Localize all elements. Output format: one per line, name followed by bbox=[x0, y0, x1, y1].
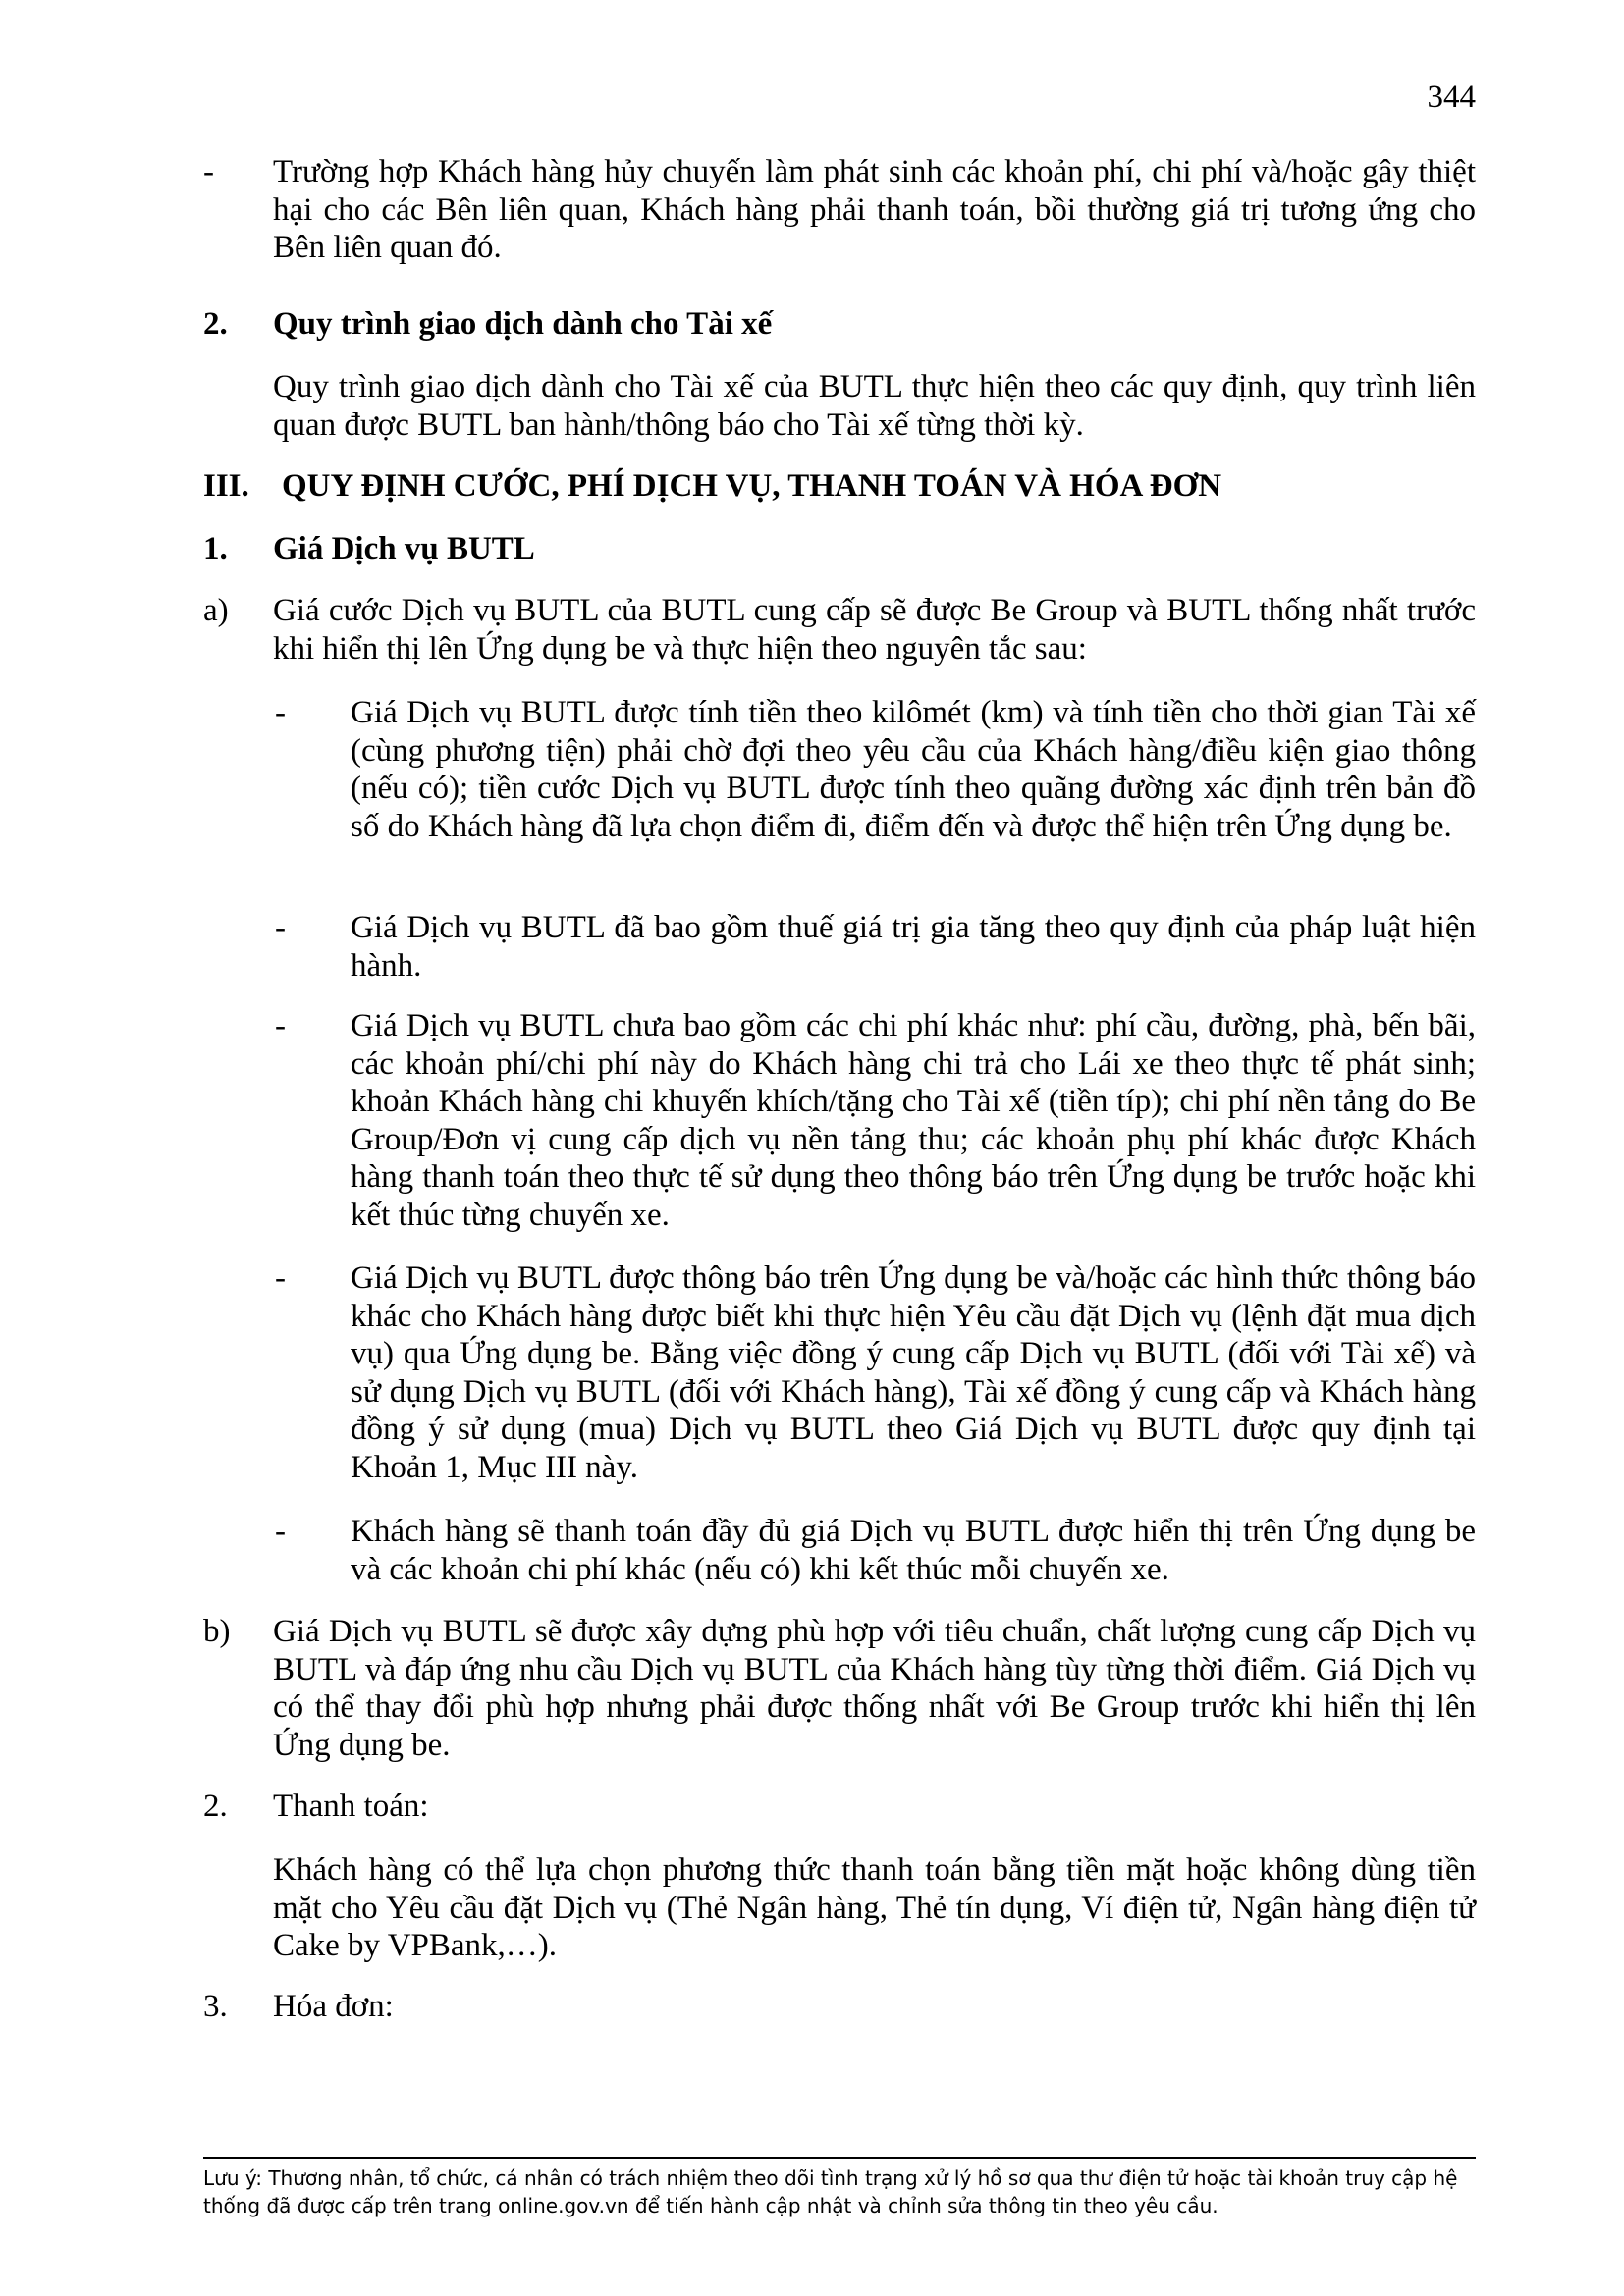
bullet-marker: - bbox=[275, 1008, 286, 1043]
footer-divider bbox=[203, 2157, 1476, 2159]
section-number: 3. bbox=[203, 1989, 228, 2024]
item-marker: a) bbox=[203, 593, 229, 628]
heading-text: Hóa đơn: bbox=[273, 1989, 394, 2024]
chapter-number: III. bbox=[203, 468, 249, 504]
section-number: 1. bbox=[203, 531, 228, 566]
paragraph: Quy trình giao dịch dành cho Tài xế của BUTL thực hiện theo các quy định, quy trình liên quan được BUTL ban hành/thông báo cho Tài xế từng thời kỳ. bbox=[273, 369, 1476, 443]
heading-text: Giá Dịch vụ BUTL bbox=[273, 531, 535, 566]
bullet-marker: - bbox=[275, 910, 286, 945]
heading-text: QUY ĐỊNH CƯỚC, PHÍ DỊCH VỤ, THANH TOÁN VÀ HÓA ĐƠN bbox=[282, 468, 1222, 504]
page-number: 344 bbox=[1427, 80, 1476, 115]
paragraph: Khách hàng sẽ thanh toán đầy đủ giá Dịch vụ BUTL được hiển thị trên Ứng dụng be và các khoản chi phí khác (nếu có) khi kết thúc mỗi chuyến xe. bbox=[351, 1514, 1476, 1587]
paragraph: Giá Dịch vụ BUTL được tính tiền theo kilômét (km) và tính tiền cho thời gian Tài xế (cùng phương tiện) phải chờ đợi theo yêu cầu của Khách hàng/điều kiện giao thông (nếu có); tiền cước Dịch vụ BUTL được tính theo quãng đường xác định trên bản đồ số do Khách hàng đã lựa chọn điểm đi, điểm đến và được thể hiện trên Ứng dụng be. bbox=[351, 695, 1476, 844]
section-number: 2. bbox=[203, 1789, 228, 1824]
paragraph: Giá cước Dịch vụ BUTL của BUTL cung cấp sẽ được Be Group và BUTL thống nhất trước khi hiển thị lên Ứng dụng be và thực hiện theo nguyên tắc sau: bbox=[273, 593, 1476, 667]
bullet-marker: - bbox=[203, 154, 214, 189]
footer-note: Lưu ý: Thương nhân, tổ chức, cá nhân có trách nhiệm theo dõi tình trạng xử lý hồ sơ qua thư điện tử hoặc tài khoản truy cập hệ thống đã được cấp trên trang online.gov.vn để tiến hành cập nhật và chỉnh sửa thông tin theo yêu cầu. bbox=[203, 2166, 1458, 2217]
bullet-marker: - bbox=[275, 695, 286, 730]
item-marker: b) bbox=[203, 1614, 231, 1649]
paragraph: Giá Dịch vụ BUTL được thông báo trên Ứng dụng be và/hoặc các hình thức thông báo khác cho Khách hàng được biết khi thực hiện Yêu cầu đặt Dịch vụ (lệnh đặt mua dịch vụ) qua Ứng dụng be. Bằng việc đồng ý cung cấp Dịch vụ BUTL (đối với Tài xế) và sử dụng Dịch vụ BUTL (đối với Khách hàng), Tài xế đồng ý cung cấp và Khách hàng đồng ý sử dụng (mua) Dịch vụ BUTL theo Giá Dịch vụ BUTL được quy định tại Khoản 1, Mục III này. bbox=[351, 1260, 1476, 1485]
section-number: 2. bbox=[203, 306, 228, 342]
heading-text: Thanh toán: bbox=[273, 1789, 429, 1824]
bullet-marker: - bbox=[275, 1514, 286, 1549]
bullet-marker: - bbox=[275, 1260, 286, 1296]
paragraph: Giá Dịch vụ BUTL chưa bao gồm các chi phí khác như: phí cầu, đường, phà, bến bãi, các khoản phí/chi phí này do Khách hàng chi trả cho Lái xe theo thực tế phát sinh; khoản Khách hàng chi khuyến khích/tặng cho Tài xế (tiền típ); chi phí nền tảng do Be Group/Đơn vị cung cấp dịch vụ nền tảng thu; các khoản phụ phí khác được Khách hàng thanh toán theo thực tế sử dụng theo thông báo trên Ứng dụng be trước hoặc khi kết thúc từng chuyến xe. bbox=[351, 1008, 1476, 1233]
paragraph: Khách hàng có thể lựa chọn phương thức thanh toán bằng tiền mặt hoặc không dùng tiền mặt cho Yêu cầu đặt Dịch vụ (Thẻ Ngân hàng, Thẻ tín dụng, Ví điện tử, Ngân hàng điện tử Cake by VPBank,…). bbox=[273, 1852, 1476, 1964]
paragraph: Giá Dịch vụ BUTL đã bao gồm thuế giá trị gia tăng theo quy định của pháp luật hiện hành. bbox=[351, 910, 1476, 984]
paragraph: Trường hợp Khách hàng hủy chuyến làm phát sinh các khoản phí, chi phí và/hoặc gây thiệt hại cho các Bên liên quan, Khách hàng phải thanh toán, bồi thường giá trị tương ứng cho Bên liên quan đó. bbox=[273, 154, 1476, 266]
heading-text: Quy trình giao dịch dành cho Tài xế bbox=[273, 306, 773, 342]
paragraph: Giá Dịch vụ BUTL sẽ được xây dựng phù hợp với tiêu chuẩn, chất lượng cung cấp Dịch vụ BUTL và đáp ứng nhu cầu Dịch vụ BUTL của Khách hàng tùy từng thời điểm. Giá Dịch vụ có thể thay đổi phù hợp nhưng phải được thống nhất với Be Group trước khi hiển thị lên Ứng dụng be. bbox=[273, 1614, 1476, 1763]
